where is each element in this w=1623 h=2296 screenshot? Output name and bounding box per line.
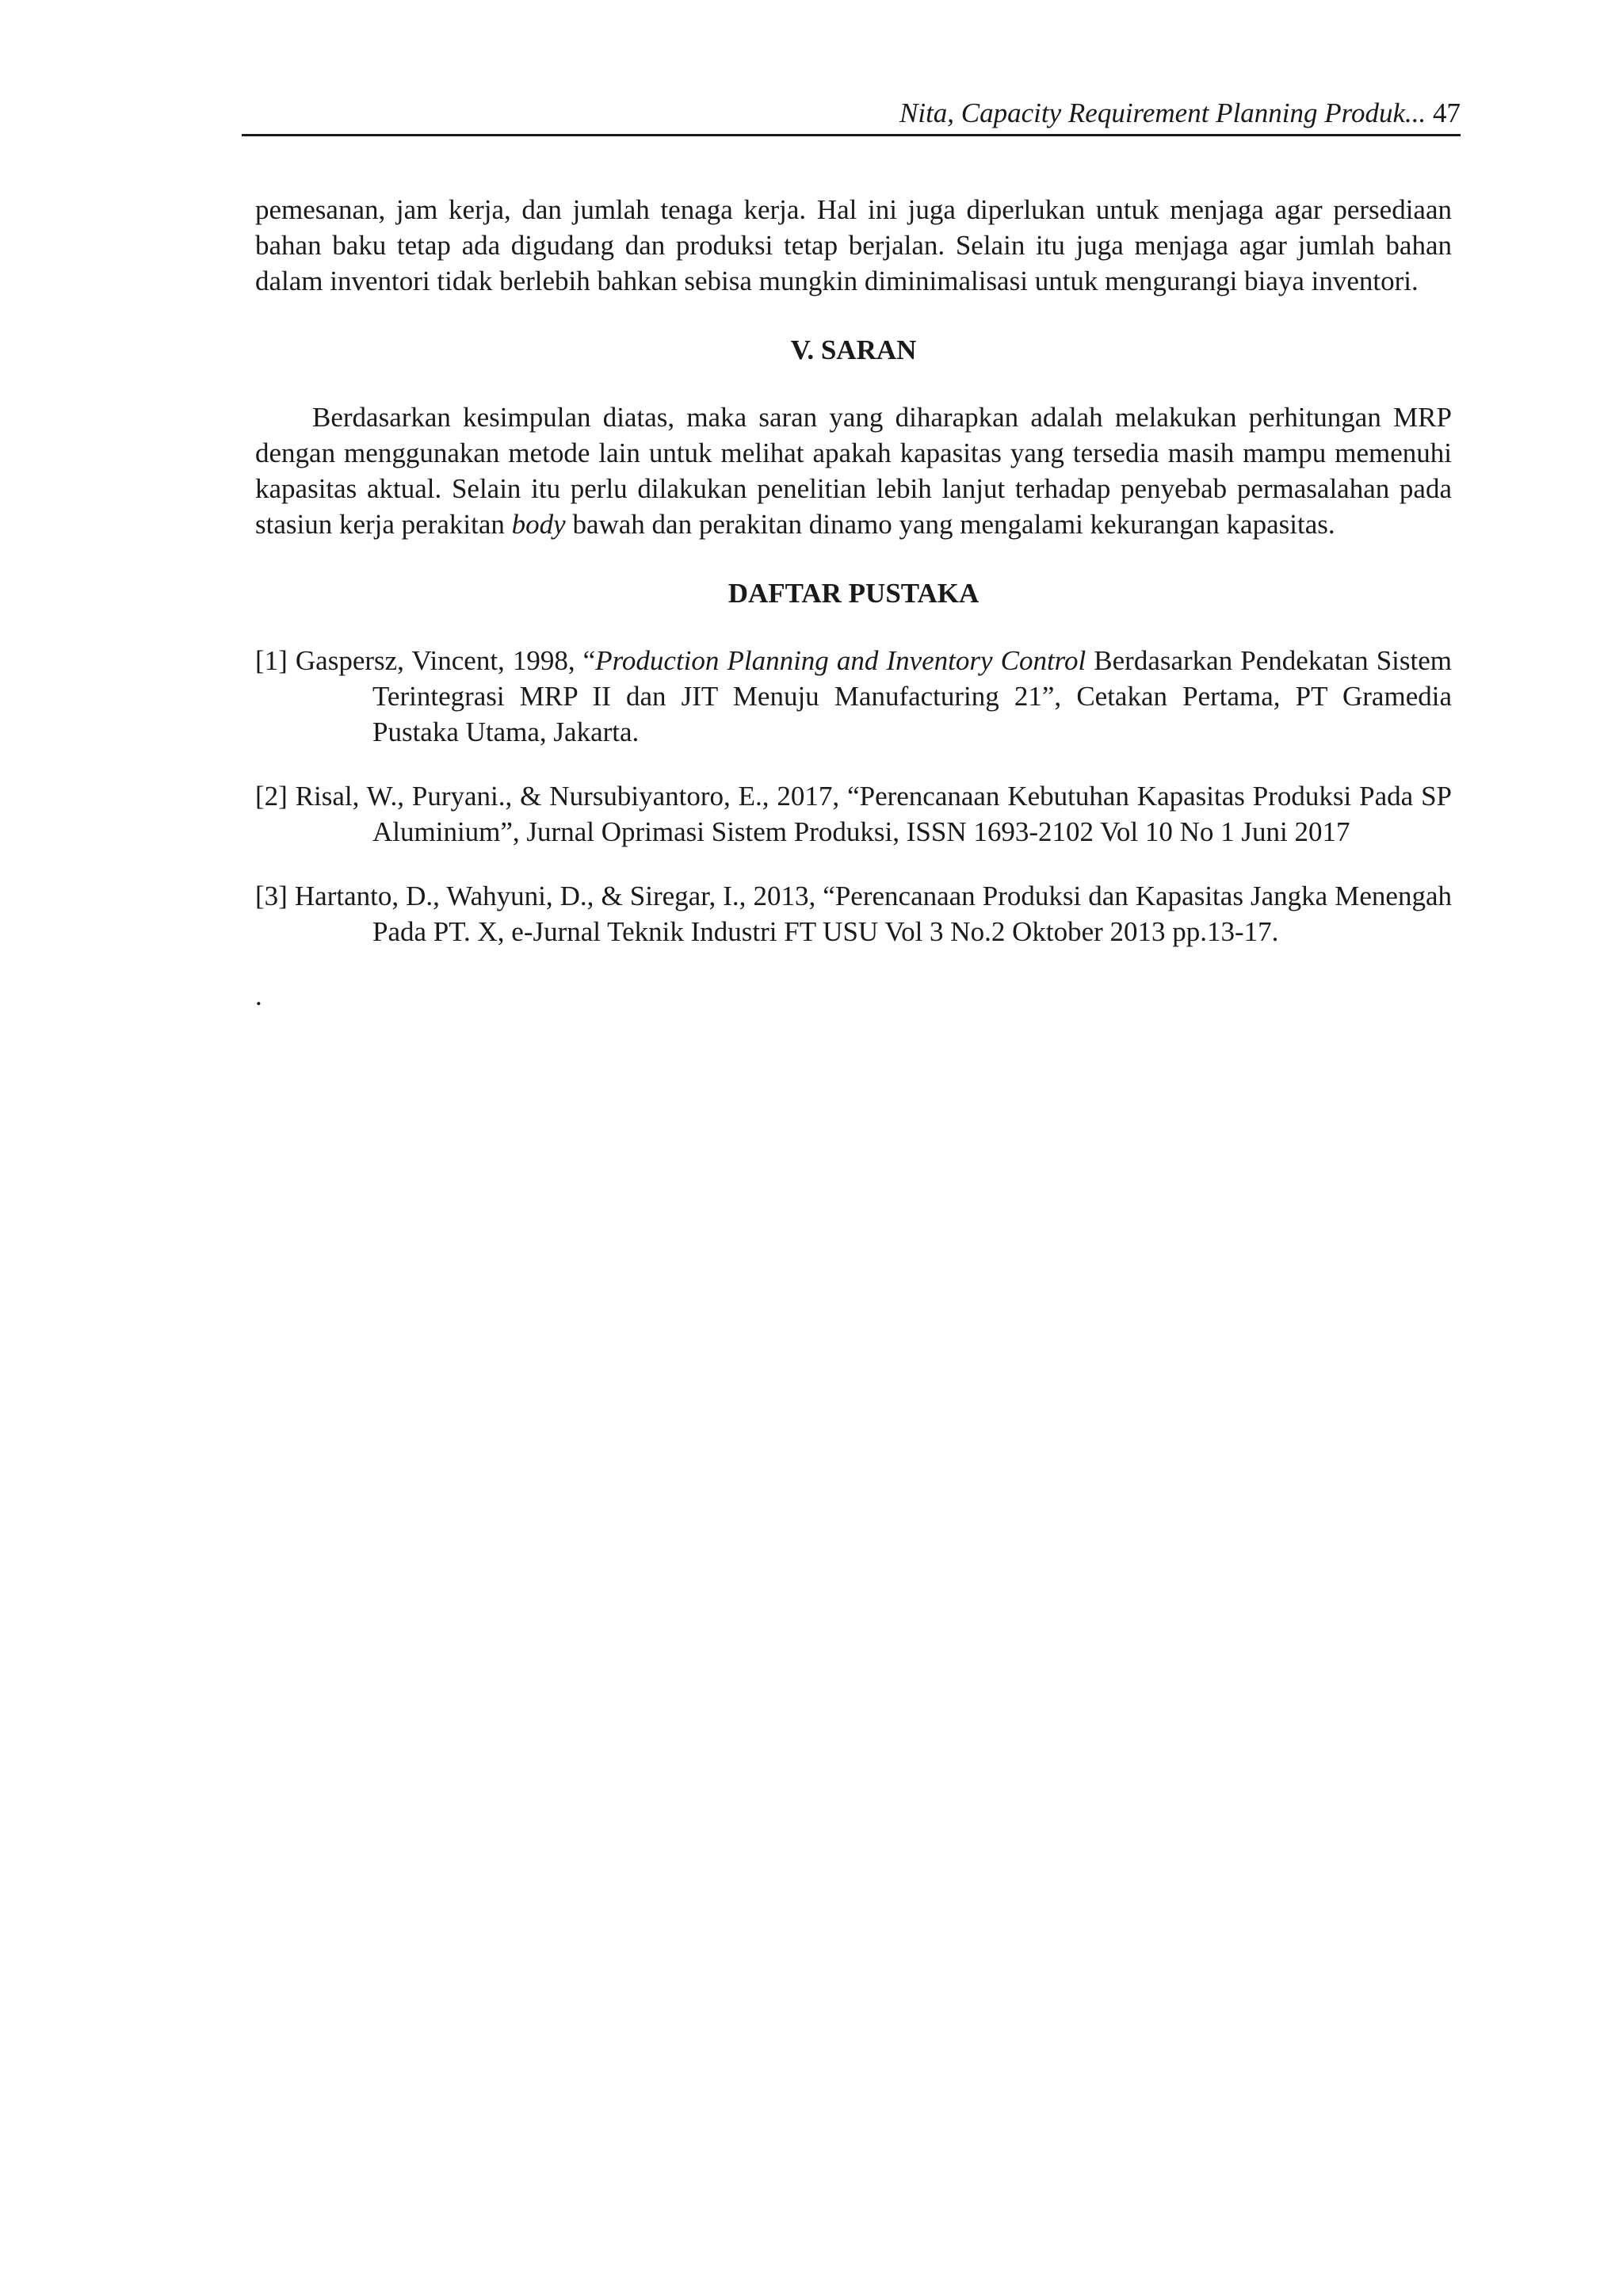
reference-text-before: Gaspersz, Vincent, 1998, “	[287, 645, 596, 676]
reference-item-1	[255, 643, 1452, 750]
body-content	[255, 192, 1452, 1014]
running-header	[242, 92, 1461, 136]
page-number: 47	[1433, 97, 1461, 128]
reference-text: Hartanto, D., Wahyuni, D., & Siregar, I., 2013, “Perencanaan Produksi dan Kapasitas Jangka Menengah Pada PT. X, e-Jurnal Teknik Industri FT USU Vol 3 No.2 Oktober 2013 pp.13-17.	[287, 881, 1452, 947]
reference-item-3	[255, 878, 1452, 949]
reference-text: Risal, W., Puryani., & Nursubiyantoro, E., 2017, “Perencanaan Kebutuhan Kapasitas Produksi Pada SP Aluminium”, Jurnal Oprimasi Sistem Produksi, ISSN 1693-2102 Vol 10 No 1 Juni 2017	[287, 781, 1452, 847]
saran-text-italic: body	[511, 509, 566, 540]
reference-number: [1]	[255, 645, 288, 676]
trailing-mark: .	[255, 980, 262, 1011]
reference-number: [3]	[255, 881, 288, 911]
running-header-title: Nita, Capacity Requirement Planning Produk...	[899, 97, 1426, 128]
section-heading-saran: V. SARAN	[790, 334, 917, 365]
reference-text-italic: Production Planning and Inventory Control	[595, 645, 1086, 676]
reference-item-2	[255, 778, 1452, 850]
reference-text-after: Berdasarkan Pendekatan Sistem Terintegrasi MRP II dan JIT Menuju Manufacturing 21”, Cetakan Pertama, PT Gramedia Pustaka Utama, Jakarta.	[372, 645, 1452, 747]
saran-text-before: Berdasarkan kesimpulan diatas, maka saran yang diharapkan adalah melakukan perhitungan MRP dengan menggunakan metode lain untuk melihat apakah kapasitas yang tersedia masih mampu memenuhi kapasitas aktual. Selain itu perlu dilakukan penelitian lebih lanjut terhadap penyebab permasalahan pada stasiun kerja perakitan	[255, 402, 1452, 540]
intro-paragraph: pemesanan, jam kerja, dan jumlah tenaga kerja. Hal ini juga diperlukan untuk menjaga agar persediaan bahan baku tetap ada digudang dan produksi tetap berjalan. Selain itu juga menjaga agar jumlah bahan dalam inventori tidak berlebih bahkan sebisa mungkin diminimalisasi untuk mengurangi biaya inventori.	[255, 194, 1452, 296]
section-heading-daftar-pustaka: DAFTAR PUSTAKA	[727, 578, 980, 609]
saran-text-after: bawah dan perakitan dinamo yang mengalami kekurangan kapasitas.	[565, 509, 1335, 540]
saran-paragraph	[255, 399, 1452, 542]
reference-number: [2]	[255, 781, 288, 812]
